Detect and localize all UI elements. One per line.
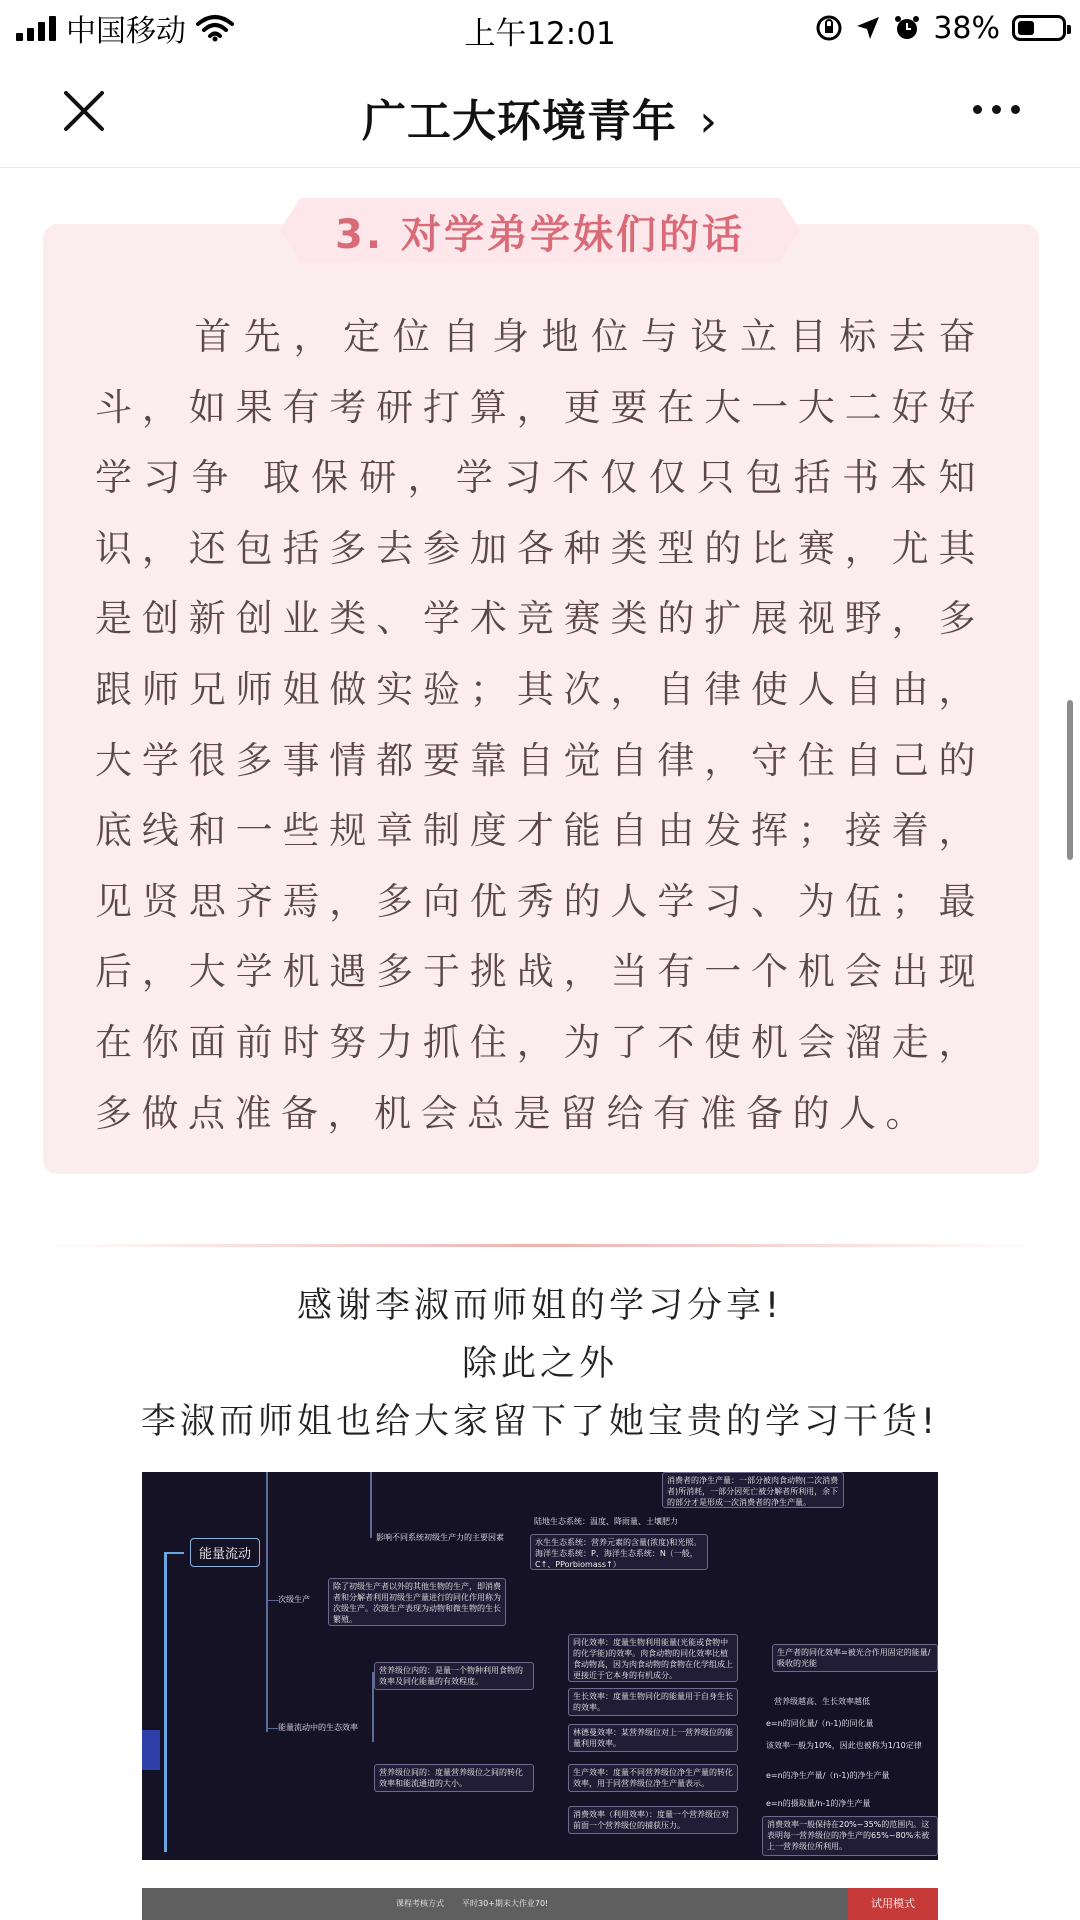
mindmap-consumer-net: 消费者的净生产量：一部分被肉食动物(二次消费者)所消耗，一部分因死亡被分解者所利用，余下的部分才是形成一次消费者的净生产量。 bbox=[662, 1472, 844, 1508]
location-icon bbox=[855, 15, 881, 41]
mindmap-prod-eff: 生长效率：度量生物同化的能量用于自身生长的效率。 bbox=[568, 1688, 738, 1716]
mindmap-producer-assim: 生产者的同化效率=被光合作用固定的能量/吸收的光能 bbox=[772, 1644, 938, 1672]
mindmap-aquatic: 水生生态系统：营养元素的含量(浓度)和光照。海洋生态系统：P、海洋生态系统：N（一般，C↑、PPorbiomass↑） bbox=[530, 1534, 708, 1570]
status-bar bbox=[0, 0, 1080, 55]
course-image-strip[interactable] bbox=[142, 1888, 938, 1920]
section-heading: 3. 对学弟学妹们的话 bbox=[335, 212, 745, 258]
mindmap-consumption-eff: 消费效率（利用效率）：度量一个营养级位对前面一个营养级位的捕获压力。 bbox=[568, 1806, 738, 1834]
mindmap-secondary-desc: 除了初级生产者以外的其他生物的生产，即消费者和分解者利用初级生产量进行的同化作用称为次级生产。次级生产表现为动物和微生物的生长繁殖。 bbox=[328, 1578, 506, 1626]
strip-tag: 试用模式 bbox=[848, 1888, 938, 1920]
mindmap-branch-secondary: 次级生产 bbox=[278, 1595, 310, 1604]
status-time: 上午12:01 bbox=[464, 16, 616, 52]
mindmap-root-bar bbox=[142, 1730, 160, 1770]
mindmap-ten-percent: 该效率一般为10%，因此也被称为1/10定律 bbox=[766, 1741, 922, 1750]
mindmap-branch-flow: 能量流动中的生态效率 bbox=[278, 1723, 358, 1732]
alarm-icon bbox=[893, 14, 921, 42]
strip-label-2: 平时30+期末大作业70! bbox=[462, 1899, 549, 1908]
mindmap-terrestrial: 陆地生态系统：温度、降雨量、土壤肥力 bbox=[534, 1517, 678, 1526]
mindmap-production-formula: e=n的净生产量/（n-1)的净生产量 bbox=[766, 1771, 890, 1780]
mindmap-image[interactable] bbox=[142, 1472, 938, 1860]
section-paragraph bbox=[95, 302, 985, 1149]
divider bbox=[43, 1244, 1039, 1247]
account-title[interactable] bbox=[0, 85, 1080, 149]
battery-percent: 38% bbox=[933, 10, 1000, 46]
mindmap-level-higher: 营养级越高、生长效率越低 bbox=[774, 1697, 870, 1706]
thanks-line-2: 除此之外 bbox=[461, 1344, 618, 1384]
mindmap-lindeman: 林德曼效率：某营养级位对上一营养级位的能量利用效率。 bbox=[568, 1724, 738, 1752]
mindmap-consumption-note: 消费效率一般保持在20%~35%的范围内。这表明每一营养级位的净生产的65%~80%未被上一营养级位所利用。 bbox=[762, 1816, 938, 1856]
mindmap-assim-eff: 同化效率：度量生物利用能量(光能或食物中的化学能)的效率。肉食动物的同化效率比植食动物高，因为肉食动物的食物在化学组成上更接近于它本身的有机成分。 bbox=[568, 1634, 738, 1682]
chevron-right-icon: › bbox=[699, 96, 718, 147]
mindmap-inter-level: 营养级位间的：度量营养级位之间的转化效率和能流通道的大小。 bbox=[374, 1764, 534, 1792]
account-name: 广工大环境青年 bbox=[362, 96, 678, 147]
thanks-line-1: 感谢李淑而师姐的学习分享! bbox=[296, 1286, 784, 1326]
strip-label-1: 课程考核方式 bbox=[396, 1899, 444, 1908]
mindmap-factors: 影响不同系统初级生产力的主要因素 bbox=[376, 1533, 504, 1542]
scrollbar[interactable] bbox=[1067, 700, 1073, 860]
mindmap-lindeman-formula: e=n的同化量/（n-1)的同化量 bbox=[766, 1719, 874, 1728]
mindmap-root-node: 能量流动 bbox=[190, 1538, 260, 1567]
section-heading-ribbon bbox=[280, 190, 800, 270]
carrier-name: 中国移动 bbox=[66, 14, 186, 49]
status-right bbox=[815, 8, 1066, 48]
mindmap-intra-level: 营养级位内的：是量一个物种利用食物的效率及同化能量的有效程度。 bbox=[374, 1662, 534, 1690]
paragraph-text: 首先，定位自身地位与设立目标去奋斗，如果有考研打算，更要在大一大二好好学习争 取保研，学习不仅仅只包括书本知识，还包括多去参加各种类型的比赛，尤其是创新创业类、学术竞赛类的扩展视野，多跟师兄师姐做实验；其次，自律使人自由，大学很多事情都要靠自觉自律，守住自己的底线和一些规章制度才能自由发挥；接着，见贤思齐焉，多向优秀的人学习、为伍；最后，大学机遇多于挑战，当有一个机会出现在你面前时努力抓住，为了不使机会溜走，多做点准备，机会总是留给有准备的人。 bbox=[95, 315, 985, 1135]
battery-icon bbox=[1012, 15, 1066, 41]
thanks-line-3: 李淑而师姐也给大家留下了她宝贵的学习干货! bbox=[140, 1402, 940, 1442]
mindmap-production-eff: 生产效率：度量不同营养级位净生产量的转化效率，用于同营养级位净生产量表示。 bbox=[568, 1764, 738, 1792]
more-icon[interactable] bbox=[973, 105, 1020, 114]
nav-bar bbox=[0, 55, 1080, 168]
mindmap-consumption-formula: e=n的摄取量/n-1的净生产量 bbox=[766, 1799, 871, 1808]
battery-fill bbox=[1018, 21, 1034, 35]
orientation-lock-icon bbox=[815, 14, 843, 42]
